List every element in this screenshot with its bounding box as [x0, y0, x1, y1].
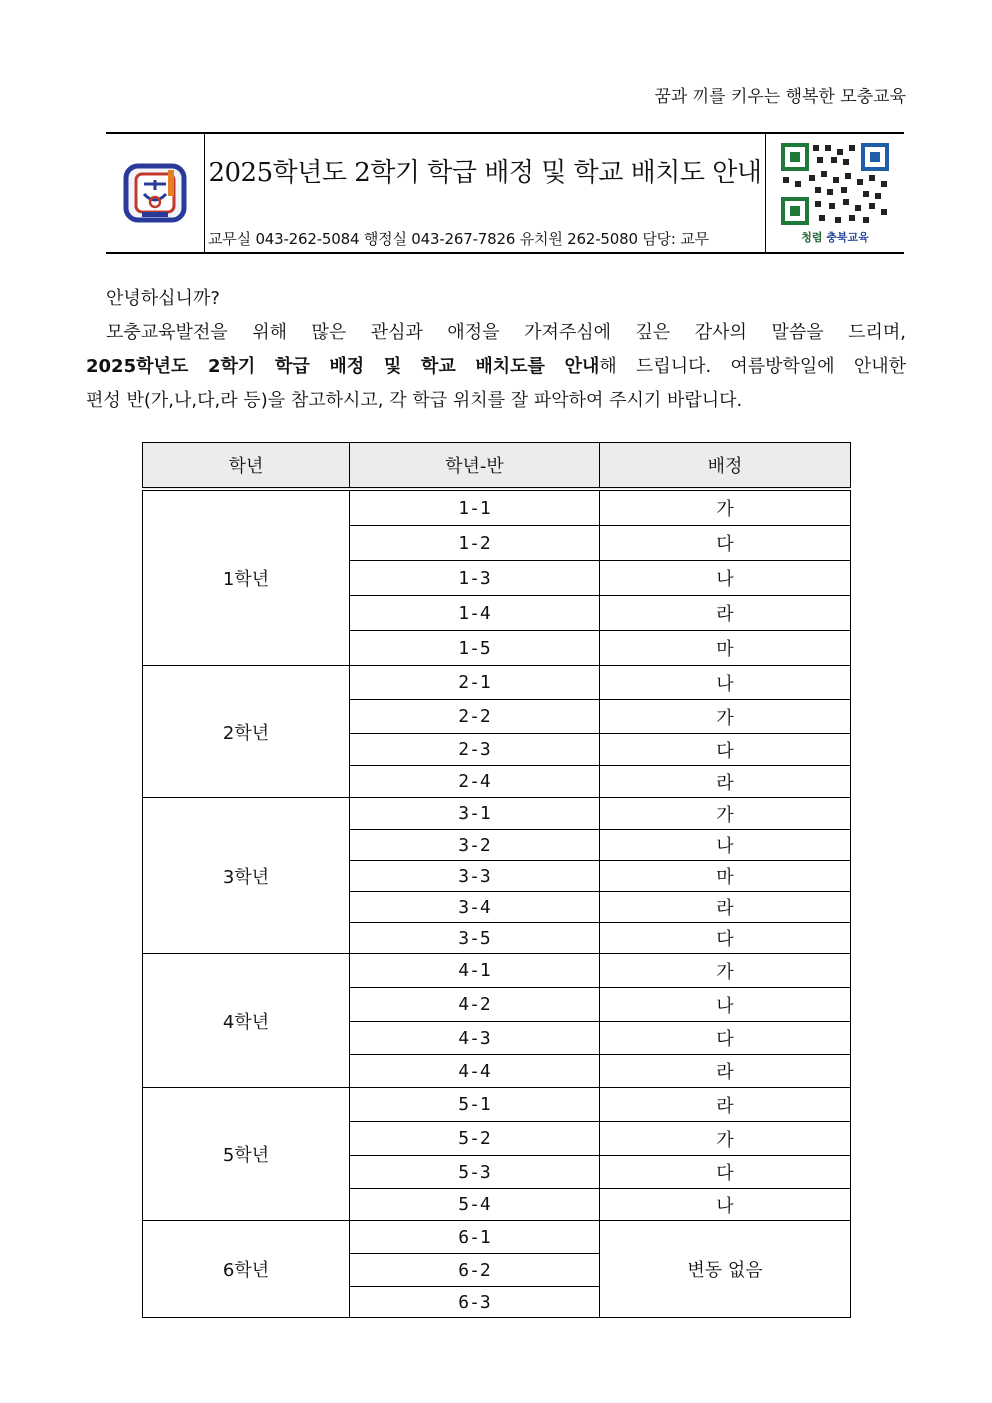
- class-cell: 6-2: [350, 1254, 600, 1287]
- assignment-cell: 가: [600, 700, 851, 734]
- class-cell: 3-5: [350, 923, 600, 954]
- class-cell: 5-1: [350, 1088, 600, 1122]
- header-grade: 학년: [143, 443, 350, 490]
- qr-caption: [801, 229, 869, 245]
- class-cell: 5-4: [350, 1189, 600, 1221]
- letter-line-2-bold: 2025학년도 2학기 학급 배정 및 학교 배치도를 안내: [86, 356, 600, 377]
- assignment-cell: 나: [600, 561, 851, 596]
- table-header-row: [143, 443, 851, 490]
- assignment-cell: 라: [600, 892, 851, 923]
- class-cell: 4-4: [350, 1055, 600, 1088]
- class-cell: 2-3: [350, 734, 600, 766]
- class-cell: 2-4: [350, 766, 600, 798]
- class-cell: 1-2: [350, 526, 600, 561]
- grade-cell: 4학년: [143, 954, 350, 1088]
- class-cell: 3-2: [350, 830, 600, 861]
- grade-cell: 3학년: [143, 798, 350, 954]
- document-header: [106, 132, 904, 254]
- assignment-cell: 라: [600, 1055, 851, 1088]
- header-class: 학년-반: [350, 443, 600, 490]
- class-cell: 1-1: [350, 489, 600, 526]
- school-motto: 꿈과 끼를 키우는 행복한 모충교육: [654, 87, 906, 107]
- qr-code-icon: [779, 141, 891, 227]
- assignment-cell: 다: [600, 1156, 851, 1189]
- assignment-cell: 가: [600, 798, 851, 830]
- assignment-cell: 나: [600, 988, 851, 1022]
- letter-line-2: [86, 350, 906, 384]
- assignment-cell: 라: [600, 766, 851, 798]
- class-cell: 4-2: [350, 988, 600, 1022]
- grade-cell: 6학년: [143, 1221, 350, 1318]
- assignment-cell: 마: [600, 861, 851, 892]
- assignment-cell: 마: [600, 631, 851, 666]
- class-cell: 1-3: [350, 561, 600, 596]
- class-assignment-table: [142, 442, 851, 1318]
- assignment-cell: 가: [600, 954, 851, 988]
- class-cell: 2-1: [350, 666, 600, 700]
- class-cell: 4-3: [350, 1022, 600, 1055]
- table-row: [143, 489, 851, 526]
- class-cell: 5-2: [350, 1122, 600, 1156]
- table-body: [143, 489, 851, 1318]
- assignment-cell: 라: [600, 1088, 851, 1122]
- class-cell: 1-4: [350, 596, 600, 631]
- class-cell: 4-1: [350, 954, 600, 988]
- table-row: [143, 798, 851, 830]
- class-cell: 3-3: [350, 861, 600, 892]
- qr-caption-right: 충북교육: [826, 231, 869, 244]
- assignment-cell: 다: [600, 734, 851, 766]
- class-cell: 1-5: [350, 631, 600, 666]
- table-row: [143, 1088, 851, 1122]
- class-cell: 6-3: [350, 1287, 600, 1318]
- assignment-cell: 나: [600, 830, 851, 861]
- qr-block: [765, 134, 904, 252]
- letter-line-1: 모충교육발전을 위해 많은 관심과 애정을 가져주심에 깊은 감사의 말씀을 드리며,: [106, 322, 906, 343]
- assignment-note-cell: 변동 없음: [600, 1221, 851, 1318]
- school-emblem-icon: [120, 160, 190, 226]
- assignment-cell: 가: [600, 1122, 851, 1156]
- document-title: 2025학년도 2학기 학급 배정 및 학교 배치도 안내: [208, 158, 762, 188]
- grade-cell: 1학년: [143, 489, 350, 666]
- assignment-cell: 라: [600, 596, 851, 631]
- class-cell: 3-4: [350, 892, 600, 923]
- table-row: [143, 954, 851, 988]
- qr-caption-left: 청렴: [801, 231, 823, 244]
- assignment-cell: 나: [600, 666, 851, 700]
- grade-cell: 2학년: [143, 666, 350, 798]
- letter-line-2-rest: 해 드립니다. 여름방학일에 안내한: [599, 356, 906, 377]
- class-cell: 5-3: [350, 1156, 600, 1189]
- header-assignment: 배정: [600, 443, 851, 490]
- assignment-cell: 다: [600, 923, 851, 954]
- greeting: 안녕하십니까?: [106, 288, 220, 309]
- assignment-cell: 다: [600, 526, 851, 561]
- assignment-cell: 가: [600, 489, 851, 526]
- assignment-cell: 나: [600, 1189, 851, 1221]
- contact-info: 교무실 043-262-5084 행정실 043-267-7826 유치원 262-5080 담당: 교무: [208, 230, 709, 248]
- class-cell: 3-1: [350, 798, 600, 830]
- school-logo: [106, 134, 205, 252]
- grade-cell: 5학년: [143, 1088, 350, 1221]
- assignment-cell: 다: [600, 1022, 851, 1055]
- letter-line-3: 편성 반(가,나,다,라 등)을 참고하시고, 각 학급 위치를 잘 파악하여 주시기 바랍니다.: [86, 390, 743, 411]
- letter-body: [86, 282, 906, 418]
- table-row: [143, 1221, 851, 1254]
- class-cell: 2-2: [350, 700, 600, 734]
- table-row: [143, 666, 851, 700]
- class-cell: 6-1: [350, 1221, 600, 1254]
